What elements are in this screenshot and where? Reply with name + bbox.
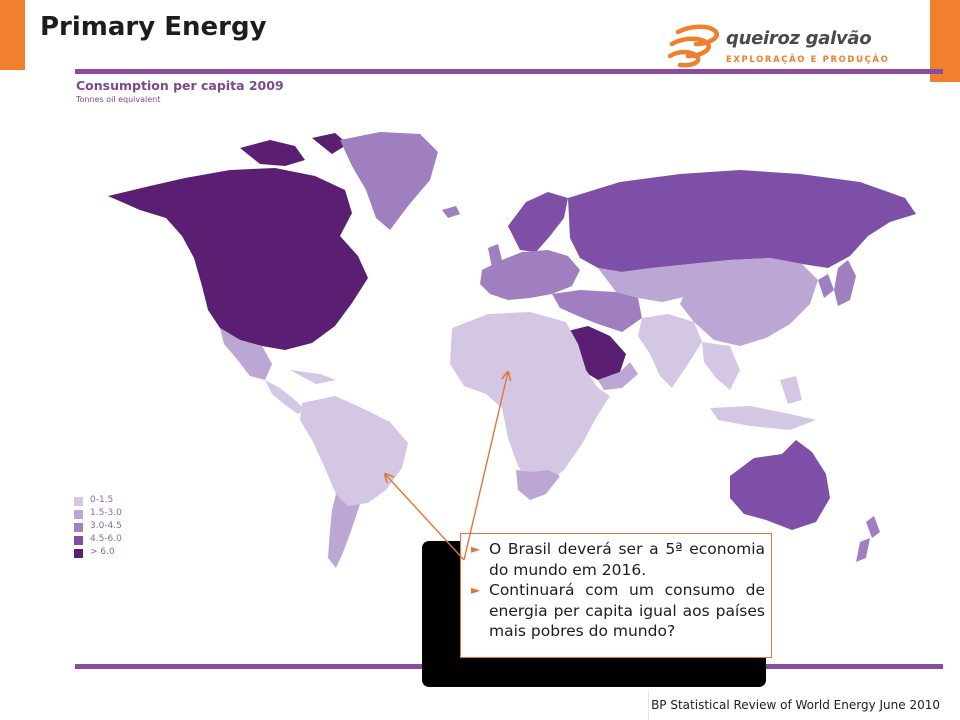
legend-label: 1.5-3.0 [90, 508, 122, 518]
arrow-to-africa [464, 372, 508, 560]
legend-label: 3.0-4.5 [90, 521, 122, 531]
source-citation: BP Statistical Review of World Energy June 2010 [651, 698, 940, 712]
logo-subtitle: EXPLORAÇÃO E PRODUÇÃO [726, 55, 890, 65]
bullet-arrow-icon: ► [471, 583, 481, 597]
slide-title: Primary Energy [40, 12, 267, 42]
callout-bullet-text: Continuará com um consumo de energia per capita igual aos países mais pobres do mundo? [489, 581, 765, 640]
legend-label: 0-1.5 [90, 495, 114, 505]
arrow-to-brazil [385, 474, 464, 560]
map-title: Consumption per capita 2009 [76, 78, 284, 93]
legend-label: > 6.0 [90, 547, 115, 557]
logo-name: queiroz galvão [726, 28, 872, 49]
map-subtitle: Tonnes oil equivalent [76, 95, 161, 104]
bullet-arrow-icon: ► [471, 542, 481, 556]
legend-label: 4.5-6.0 [90, 534, 122, 544]
source-divider [648, 690, 649, 720]
callout-bullet-text: O Brasil deverá ser a 5ª economia do mundo em 2016. [489, 540, 765, 579]
